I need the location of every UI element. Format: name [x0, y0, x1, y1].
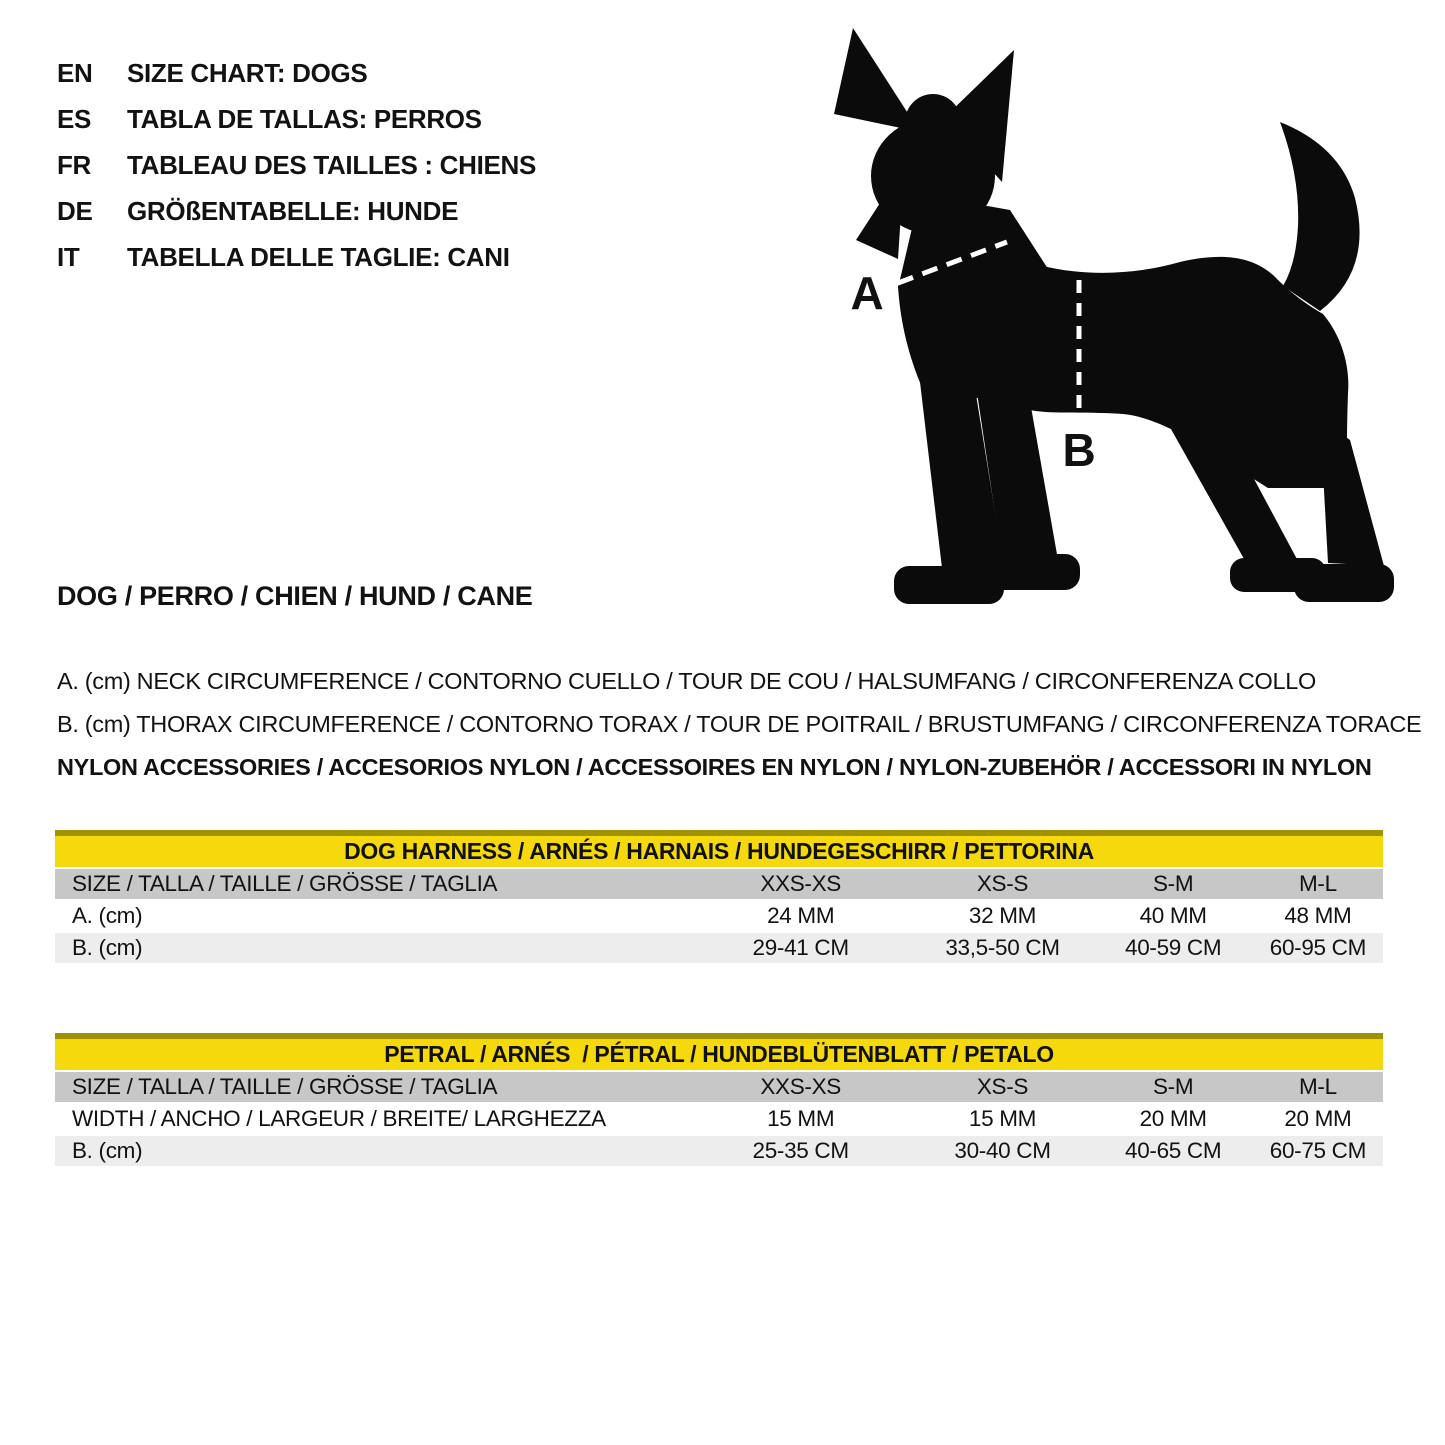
page-title: SIZE CHART: DOGS — [127, 57, 368, 88]
table-header-row — [55, 1072, 1383, 1102]
cell-value: 32 MM — [968, 903, 1037, 928]
petral-size-table — [55, 1033, 1383, 1168]
table-row — [55, 1136, 1383, 1166]
language-title-list — [57, 50, 536, 280]
language-row-it — [57, 234, 536, 280]
language-code: ES — [57, 103, 92, 134]
marker-a-label: A — [850, 267, 884, 319]
table-row — [55, 933, 1383, 963]
language-code: EN — [57, 57, 93, 88]
page-title: TABLEAU DES TAILLES : CHIENS — [127, 149, 536, 180]
note-neck: A. (cm) NECK CIRCUMFERENCE / CONTORNO CUELLO / TOUR DE COU / HALSUMFANG / CIRCONFERENZA COLLO — [57, 668, 1316, 694]
language-row-es — [57, 96, 536, 142]
language-row-fr — [57, 142, 536, 188]
language-row-de — [57, 188, 536, 234]
marker-b-label: B — [1062, 424, 1096, 476]
cell-value: 25-35 CM — [752, 1138, 849, 1163]
cell-value: 20 MM — [1139, 1106, 1207, 1131]
cell-value: 20 MM — [1284, 1106, 1352, 1131]
row-label: B. (cm) — [72, 1138, 143, 1163]
cell-value: 15 MM — [968, 1106, 1037, 1131]
size-col-header: M-L — [1299, 871, 1337, 896]
size-header-label: SIZE / TALLA / TAILLE / GRÖSSE / TAGLIA — [72, 1074, 498, 1099]
language-code: FR — [57, 149, 92, 180]
cell-value: 29-41 CM — [752, 935, 849, 960]
cell-value: 60-95 CM — [1269, 935, 1367, 960]
table-header-row — [55, 869, 1383, 899]
cell-value: 40-59 CM — [1125, 935, 1222, 960]
row-label: A. (cm) — [72, 903, 143, 928]
page-title: TABLA DE TALLAS: PERROS — [127, 103, 482, 134]
cell-value: 30-40 CM — [954, 1138, 1051, 1163]
cell-value: 33,5-50 CM — [945, 935, 1060, 960]
table-row — [55, 1104, 1383, 1134]
cell-value: 60-75 CM — [1269, 1138, 1367, 1163]
table-title: DOG HARNESS / ARNÉS / HARNAIS / HUNDEGESCHIRR / PETTORINA — [55, 836, 1383, 867]
dog-silhouette-icon — [828, 16, 1410, 618]
table-title: PETRAL / ARNÉS / PÉTRAL / HUNDEBLÜTENBLATT / PETALO — [55, 1039, 1383, 1070]
harness-size-table — [55, 830, 1383, 965]
size-col-header: XXS-XS — [760, 1074, 841, 1099]
cell-value: 24 MM — [767, 903, 835, 928]
size-col-header: M-L — [1299, 1074, 1337, 1099]
animal-label: DOG / PERRO / CHIEN / HUND / CANE — [57, 581, 533, 611]
cell-value: 40 MM — [1139, 903, 1207, 928]
row-label: B. (cm) — [72, 935, 143, 960]
note-thorax: B. (cm) THORAX CIRCUMFERENCE / CONTORNO TORAX / TOUR DE POITRAIL / BRUSTUMFANG / CIRCONFERENZA TORACE — [57, 711, 1422, 737]
cell-value: 15 MM — [767, 1106, 835, 1131]
table-row — [55, 901, 1383, 931]
row-label: WIDTH / ANCHO / LARGEUR / BREITE/ LARGHEZZA — [72, 1106, 606, 1131]
page-title: GRÖßENTABELLE: HUNDE — [127, 195, 459, 226]
measurement-notes — [57, 660, 1421, 789]
language-code: DE — [57, 195, 93, 226]
dog-silhouette-diagram — [828, 16, 1410, 618]
size-col-header: S-M — [1153, 871, 1194, 896]
size-col-header: XS-S — [976, 871, 1029, 896]
size-col-header: XS-S — [976, 1074, 1029, 1099]
cell-value: 40-65 CM — [1125, 1138, 1222, 1163]
note-materials: NYLON ACCESSORIES / ACCESORIOS NYLON / ACCESSOIRES EN NYLON / NYLON-ZUBEHÖR / ACCESSORI IN NYLON — [57, 754, 1372, 780]
language-code: IT — [57, 241, 80, 272]
size-header-label: SIZE / TALLA / TAILLE / GRÖSSE / TAGLIA — [72, 871, 498, 896]
size-col-header: XXS-XS — [760, 871, 841, 896]
size-col-header: S-M — [1153, 1074, 1194, 1099]
page-title: TABELLA DELLE TAGLIE: CANI — [127, 241, 510, 272]
cell-value: 48 MM — [1284, 903, 1352, 928]
language-row-en — [57, 50, 536, 96]
